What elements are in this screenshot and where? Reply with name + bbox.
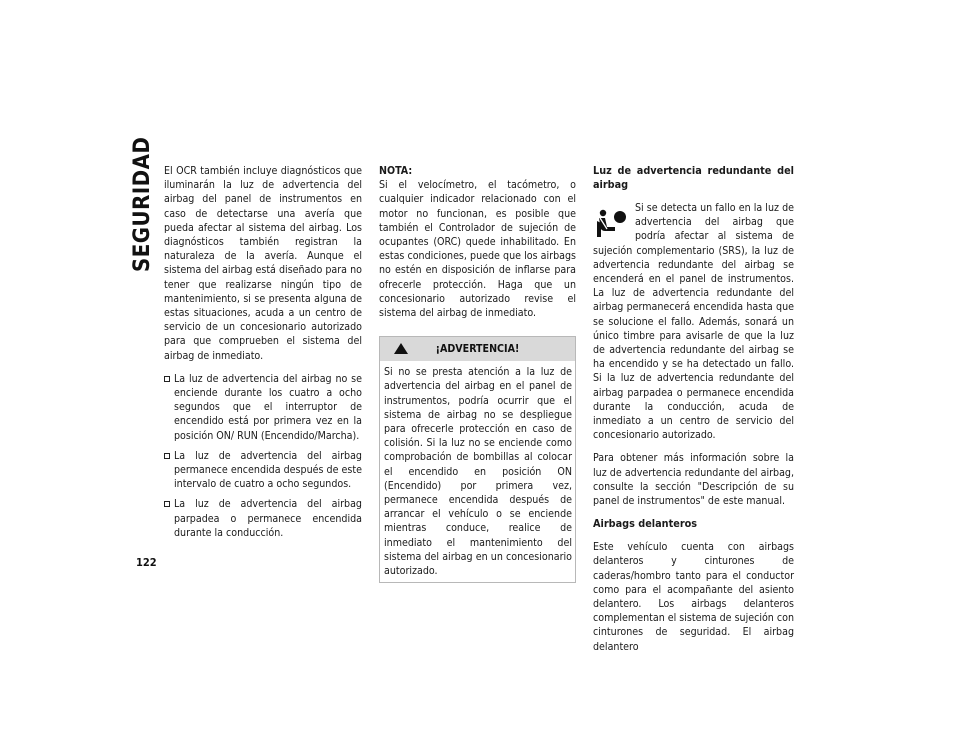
square-bullet-icon: [164, 453, 170, 459]
warning-header: [380, 337, 575, 361]
more-info-paragraph: Para obtener más información sobre la luz de advertencia redundante del airbag, consulte la sección "Descripción de su panel de instrumentos" de este manual.: [593, 452, 794, 508]
warning-text: Si no se presta atención a la luz de advertencia del airbag en el panel de instrumentos, podría ocurrir que el sistema de airbag no se despliegue para ofrecerle protección en caso de colisión. Si la luz no se enciende como comprobación de bombillas al colocar el encendido en posición ON (Encendido) por primera vez, permanece encendida después de arrancar el vehículo o se enciende mientras conduce, realice de inmediato el mantenimiento del sistema del airbag en un concesionario autorizado.: [384, 366, 572, 578]
section-title: [130, 136, 157, 272]
note-label: NOTA:: [379, 165, 413, 177]
warning-triangle-icon: [394, 343, 408, 354]
warning-box: [379, 336, 576, 583]
list-item: [164, 372, 362, 443]
column-right: [593, 164, 794, 663]
page-number: 122: [136, 556, 157, 569]
section-heading-redundant-light: Luz de advertencia redundante del airbag: [593, 164, 794, 191]
front-airbags-paragraph: Este vehículo cuenta con airbags delanteros y cinturones de caderas/hombro tanto para el conductor como para el acompañante del asiento delantero. Los airbags delanteros complementan el sistema de sujeción con cinturones de seguridad. El airbag delantero: [593, 541, 794, 653]
section-heading-front-airbags: Airbags delanteros: [593, 517, 698, 531]
column-left: [164, 164, 362, 546]
redundant-light-text: Si se detecta un fallo en la luz de advertencia del airbag que podría afectar al sistema de sujeción complementario (SRS), la luz de advertencia redundante del airbag se encenderá en el panel de instrumentos. La luz de advertencia redundante del airbag permanecerá encendida hasta que se solucione el fallo. Además, sonará un único timbre para avisarle de que la luz de advertencia redundante del airbag se ha encendido y se ha detectado un fallo. Si la luz de advertencia redundante del airbag parpadea o permanece encendida durante la conducción, acuda de inmediato a un centro de servicio del concesionario autorizado.: [593, 202, 794, 442]
list-item: [164, 497, 362, 540]
intro-paragraph: El OCR también incluye diagnósticos que iluminarán la luz de advertencia del airbag del panel de instrumentos en caso de detectarse una avería que pueda afectar al sistema del airbag. Los diagnósticos también registran la naturaleza de la avería. Aunque el sistema del airbag está diseñado para no tener que realizarse ningún tipo de mantenimiento, si se presenta alguna de estas situaciones, acuda a un centro de servicio de un concesionario autorizado para que comprueben el sistema del airbag de inmediato.: [164, 165, 362, 362]
list-item-text: La luz de advertencia del airbag permanece encendida después de este intervalo de cuatro a ocho segundos.: [174, 449, 362, 491]
note-paragraph: Si el velocímetro, el tacómetro, o cualquier indicador relacionado con el motor no funcionan, es posible que también el Controlador de sujeción de ocupantes (ORC) quede inhabilitado. En estas condiciones, puede que los airbags no estén en disposición de inflarse para ofrecerle protección. Haga que un concesionario autorizado revise el sistema del airbag de inmediato.: [379, 179, 576, 320]
airbag-icon: [593, 205, 629, 241]
redundant-light-paragraph: [593, 201, 794, 442]
list-item: [164, 449, 362, 492]
list-item-text: La luz de advertencia del airbag no se enciende durante los cuatro a ocho segundos que el interruptor de encendido está por primera vez en la posición ON/ RUN (Encendido/Marcha).: [174, 372, 362, 442]
column-middle: [379, 164, 576, 583]
section-title-text: SEGURIDAD: [130, 136, 155, 272]
square-bullet-icon: [164, 501, 170, 507]
warning-title: ¡ADVERTENCIA!: [435, 343, 520, 356]
list-item-text: La luz de advertencia del airbag parpadea o permanece encendida durante la conducción.: [174, 498, 362, 539]
square-bullet-icon: [164, 376, 170, 382]
bullet-list: [164, 372, 362, 540]
